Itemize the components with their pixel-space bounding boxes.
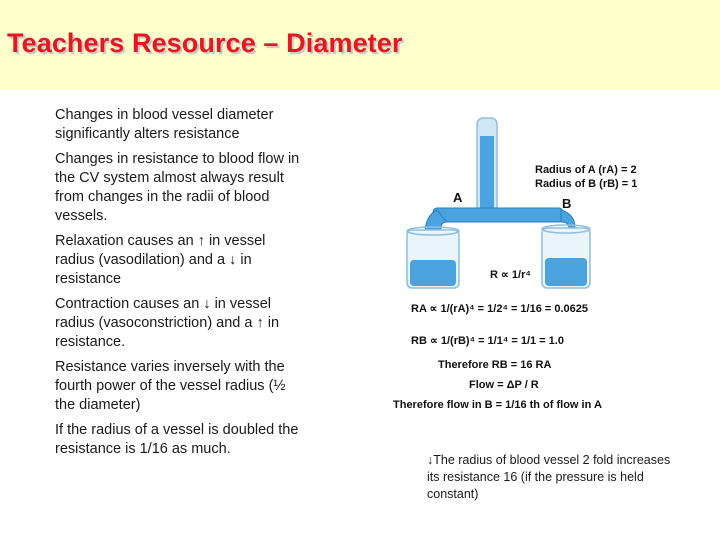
formula-r: R ∝ 1/r⁴ [490, 269, 531, 281]
resistance-figure [385, 110, 675, 430]
bullet-item: If the radius of a vessel is doubled the resistance is 1/16 as much. [55, 422, 299, 457]
bullet-item: Relaxation causes an ↑ in vessel radius (vasodilation) and a ↓ in resistance [55, 233, 266, 287]
resistance-diagram [385, 110, 675, 430]
bullet-item: Contraction causes an ↓ in vessel radius (vasoconstriction) and a ↑ in resistance. [55, 296, 280, 350]
caption: ↓The radius of blood vessel 2 fold increases its resistance 16 (if the pressure is held constant) [427, 453, 671, 501]
slide-title: Teachers Resource – Diameter [7, 28, 403, 58]
beaker-a-water [410, 260, 456, 286]
radius-a-label: Radius of A (rA) = 2 [535, 164, 637, 176]
formula-ra: RA ∝ 1/(rA)⁴ = 1/2⁴ = 1/16 = 0.0625 [411, 303, 589, 315]
bullet-item: Resistance varies inversely with the fourth power of the vessel radius (½ the diameter) [55, 359, 286, 413]
radius-b-label: Radius of B (rB) = 1 [535, 178, 638, 190]
bullet-item: Changes in blood vessel diameter significantly alters resistance [55, 107, 274, 142]
formula-flow: Flow = ΔP / R [469, 379, 539, 391]
bullet-item: Changes in resistance to blood flow in the CV system almost always result from changes in the radii of blood vessels. [55, 151, 300, 224]
beaker-b-water [545, 258, 587, 286]
label-b: B [562, 196, 572, 211]
therefore-r: Therefore RB = 16 RA [438, 359, 552, 371]
therefore-flow: Therefore flow in B = 1/16 th of flow in A [393, 399, 602, 411]
horizontal-tube [433, 208, 563, 222]
bullet-list [55, 106, 305, 465]
formula-rb: RB ∝ 1/(rB)⁴ = 1/1⁴ = 1/1 = 1.0 [411, 335, 564, 347]
title-bar [0, 0, 720, 90]
label-a: A [453, 190, 463, 205]
central-tube-water [480, 136, 494, 220]
